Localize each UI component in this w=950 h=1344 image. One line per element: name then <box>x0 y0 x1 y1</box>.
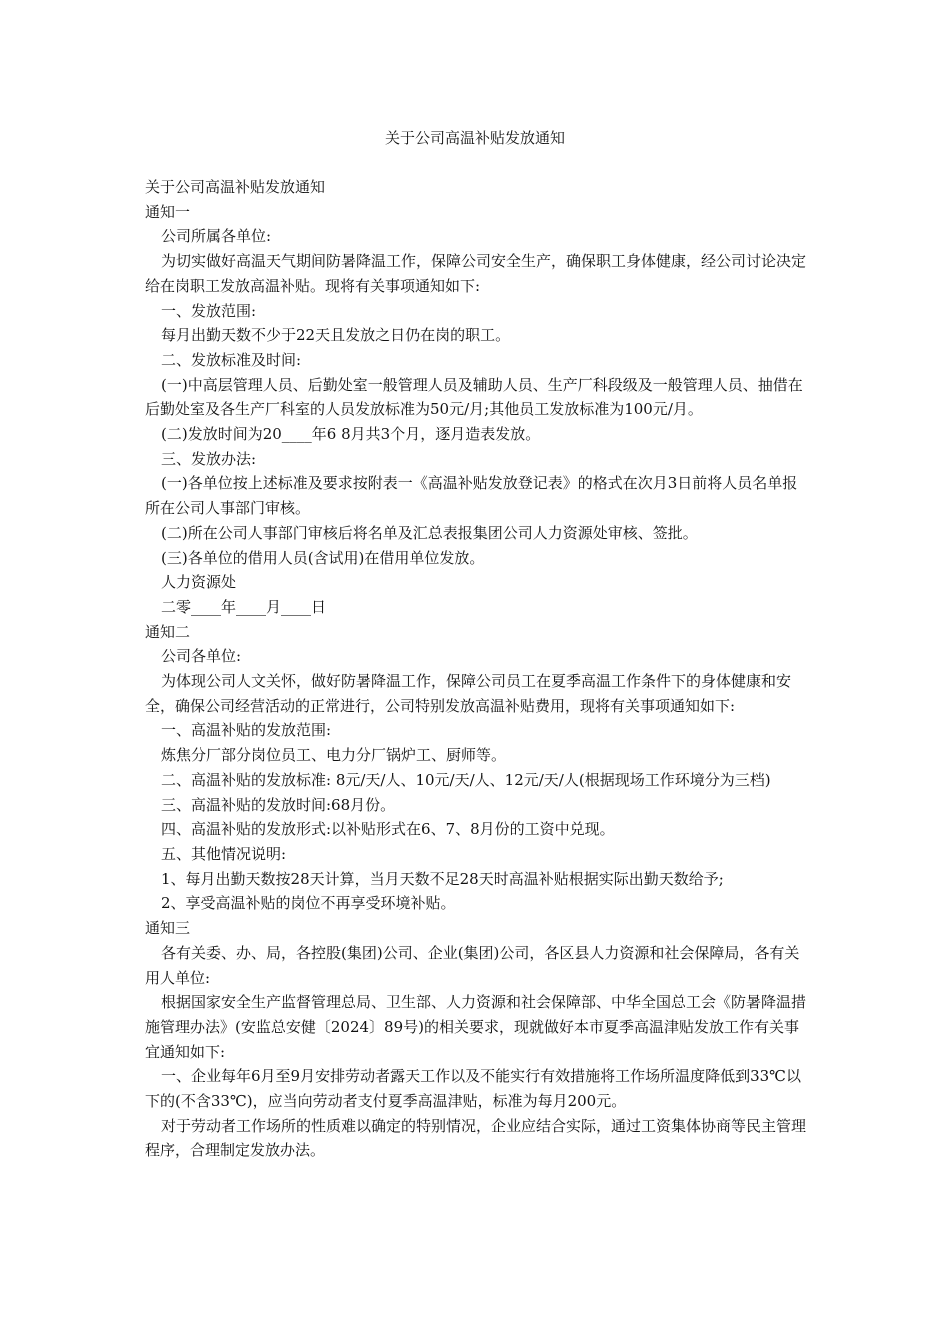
document-body <box>145 175 810 1163</box>
paragraph: (一)中高层管理人员、后勤处室一般管理人员及辅助人员、生产厂科段级及一般管理人员、抽借在后勤处室及各生产厂科室的人员发放标准为50元/月;其他员工发放标准为100元/月。 <box>145 375 803 419</box>
paragraph: 2、享受高温补贴的岗位不再享受环境补贴。 <box>161 894 456 913</box>
paragraph: 对于劳动者工作场所的性质难以确定的特别情况，企业应结合实际，通过工资集体协商等民主管理程序，合理制定发放办法。 <box>145 1116 807 1160</box>
signature-date: 二零____年____月____日 <box>161 597 327 616</box>
paragraph: 炼焦分厂部分岗位员工、电力分厂锅炉工、厨师等。 <box>161 746 507 765</box>
signature-department: 人力资源处 <box>161 573 237 592</box>
paragraph: 一、企业每年6月至9月安排劳动者露天工作以及不能实行有效措施将工作场所温度降低到33℃以下的(不含33℃)，应当向劳动者支付夏季高温津贴，标准为每月200元。 <box>145 1067 801 1111</box>
section-heading: 通知三 <box>145 919 191 938</box>
paragraph: 五、其他情况说明: <box>161 844 287 863</box>
section-heading: 通知二 <box>145 622 191 641</box>
paragraph: 一、发放范围: <box>161 301 257 320</box>
paragraph: 为体现公司人文关怀，做好防暑降温工作，保障公司员工在夏季高温工作条件下的身体健康和安全，确保公司经营活动的正常进行，公司特别发放高温补贴费用，现将有关事项通知如下: <box>145 672 792 715</box>
section-heading: 通知一 <box>145 202 191 221</box>
paragraph: 二、发放标准及时间: <box>161 350 302 369</box>
paragraph: (三)各单位的借用人员(含试用)在借用单位发放。 <box>161 548 485 567</box>
paragraph: 公司各单位: <box>161 647 242 666</box>
paragraph: 三、发放办法: <box>161 449 257 468</box>
paragraph: 1、每月出勤天数按28天计算，当月天数不足28天时高温补贴根据实际出勤天数给予; <box>161 869 724 888</box>
paragraph: (一)各单位按上述标准及要求按附表一《高温补贴发放登记表》的格式在次月3日前将人员名单报所在公司人事部门审核。 <box>145 474 798 518</box>
paragraph: 一、高温补贴的发放范围: <box>161 721 332 740</box>
paragraph: 关于公司高温补贴发放通知 <box>145 178 326 196</box>
paragraph: 公司所属各单位: <box>161 227 272 246</box>
paragraph: 三、高温补贴的发放时间:68月份。 <box>161 795 396 814</box>
paragraph: (二)发放时间为20____年6 8月共3个月，逐月造表发放。 <box>161 425 541 444</box>
paragraph: 为切实做好高温天气期间防暑降温工作，保障公司安全生产，确保职工身体健康，经公司讨论决定给在岗职工发放高温补贴。现将有关事项通知如下: <box>145 252 807 295</box>
paragraph: 四、高温补贴的发放形式:以补贴形式在6、7、8月份的工资中兑现。 <box>161 820 615 839</box>
paragraph: (二)所在公司人事部门审核后将名单及汇总表报集团公司人力资源处审核、签批。 <box>161 523 698 542</box>
paragraph: 二、高温补贴的发放标准: 8元/天/人、10元/天/人、12元/天/人(根据现场工作环境分为三档) <box>161 770 771 789</box>
document-title: 关于公司高温补贴发放通知 <box>384 129 565 147</box>
paragraph: 各有关委、办、局，各控股(集团)公司、企业(集团)公司，各区县人力资源和社会保障局，各有关用人单位: <box>145 943 800 987</box>
paragraph: 每月出勤天数不少于22天且发放之日仍在岗的职工。 <box>161 326 511 345</box>
paragraph: 根据国家安全生产监督管理总局、卫生部、人力资源和社会保障部、中华全国总工会《防暑降温措施管理办法》(安监总安健〔2024〕89号)的相关要求，现就做好本市夏季高温津贴发放工作有关事宜通知如下: <box>145 993 807 1061</box>
